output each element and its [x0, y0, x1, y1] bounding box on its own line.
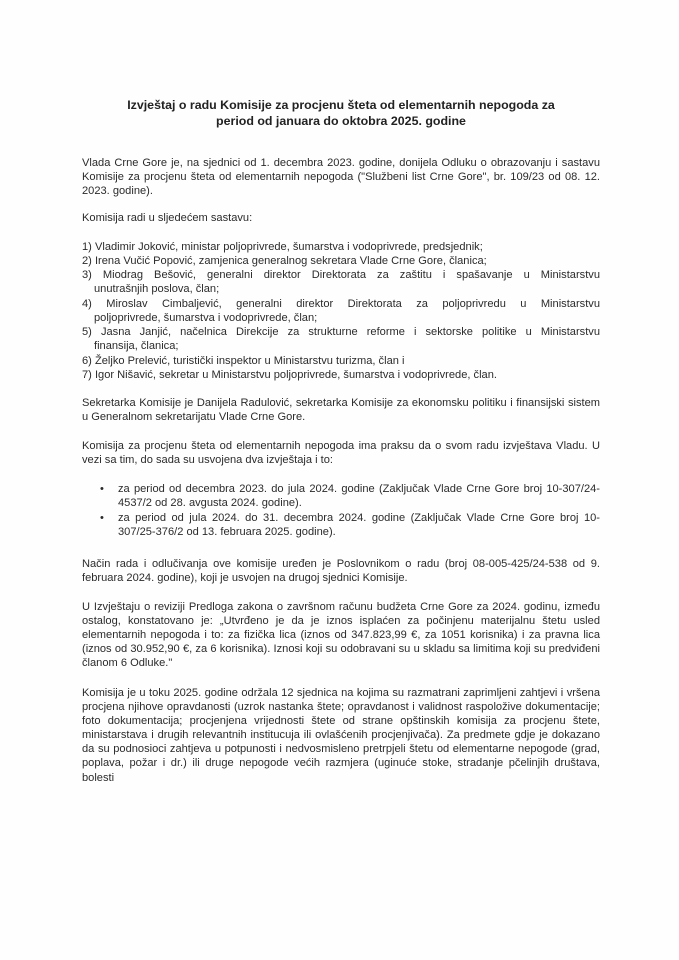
member-number: 1) — [82, 241, 92, 253]
secretary-paragraph: Sekretarka Komisije je Danijela Radulović, sekretarka Komisije za ekonomsku politiku i finansijski sistem u Generalnom sekretarijatu Vlade Crne Gore. — [82, 397, 600, 424]
member-item — [82, 325, 600, 353]
member-item — [82, 240, 600, 254]
member-text-continued: poljoprivrede, šumarstva i vodoprivrede, član; — [94, 312, 318, 325]
member-text-continued: unutrašnjih poslova, član; — [94, 283, 220, 296]
rules-paragraph: Način rada i odlučivanja ove komisije uređen je Poslovnikom o radu (broj 08-005-425/24-538 od 9. februara 2024. godine), koji je usvojen na drugoj sjednici Komisije. — [82, 558, 600, 585]
report-text: za period od decembra 2023. do jula 2024. godine (Zaključak Vlade Crne Gore broj 10-307/24-4537/2 od 28. avgusta 2024. godine). — [118, 483, 600, 510]
member-item — [82, 268, 600, 296]
sessions-paragraph: Komisija je u toku 2025. godine održala 12 sjednica na kojima su razmatrani zaprimljeni zahtjevi i vršena procjena njihove opravdanosti (uzrok nastanka štete; opravdanost i validnost raspoložive dokumentacije; foto dokumentacija; procjenjena vrijednosti štete od strane opštinskih komisija za procjenu štete, ministarstava i drugih relevantnih institucuja ili ovlašćenih procjenjivača). Za predmete gdje je dokazano da su podnosioci zahtjeva u potpunosti i nedvosmisleno pretrpjeli štetu od elementarne nepogode (grad, poplava, požar i dr.) ili druge nepogode većih razmjera (uginuće stoke, stradanje pčelinjih društava, bolesti — [82, 687, 600, 784]
member-item — [82, 354, 600, 368]
member-number: 3) — [82, 269, 92, 281]
member-text: Vladimir Joković, ministar poljoprivrede, šumarstva i vodoprivrede, predsjednik; — [94, 241, 483, 253]
member-text: Irena Vučić Popović, zamjenica generalnog sekretara Vlade Crne Gore, članica; — [94, 255, 487, 267]
member-text: Jasna Janjić, načelnica Direkcije za strukturne reforme i sektorske politike u Ministarstvu — [100, 326, 600, 338]
member-text: Miroslav Cimbaljević, generalni direktor Direktorata za poljoprivredu u Ministarstvu — [106, 298, 600, 310]
member-number: 2) — [82, 255, 92, 267]
member-number: 4) — [82, 298, 92, 310]
practice-paragraph: Komisija za procjenu šteta od elementarnih nepogoda ima praksu da o svom radu izvještava Vladu. U vezi sa tim, do sada su usvojena dva izvještaja i to: — [82, 440, 600, 467]
report-text: za period od jula 2024. do 31. decembra 2024. godine (Zaključak Vlade Crne Gore broj 10-307/25-376/2 od 13. februara 2025. godine). — [118, 512, 600, 539]
title-line-2: period od januara do oktobra 2025. godine — [216, 114, 466, 128]
audit-paragraph: U Izvještaju o reviziji Predloga zakona o završnom računu budžeta Crne Gore za 2024. godinu, između ostalog, konstatovano je: „Utvrđeno je da je iznos isplaćen za počinjenu materijalnu štetu usled elementarnih nepogoda i to: za fizička lica (iznos od 347.823,99 €, za 1051 korisnika) i za pravna lica (iznos od 30.952,90 €, za 6 korisnika). Iznosi koji su odobravani su u skladu sa limitima koji su predviđeni članom 6 Odluke." — [82, 601, 600, 670]
member-item — [82, 254, 600, 268]
member-number: 7) — [82, 369, 92, 381]
member-item — [82, 297, 600, 325]
member-item — [82, 368, 600, 382]
intro-paragraph: Vlada Crne Gore je, na sjednici od 1. decembra 2023. godine, donijela Odluku o obrazovanju i sastavu Komisije za procjenu šteta od elementarnih nepogoda ("Službeni list Crne Gore", br. 109/23 od 08. 12. 2023. godine). — [82, 157, 600, 198]
report-item — [100, 482, 600, 510]
member-text: Igor Nišavić, sekretar u Ministarstvu poljoprivrede, šumarstva i vodoprivrede, član. — [94, 369, 497, 381]
bullet-icon: • — [100, 512, 104, 524]
composition-heading: Komisija radi u sljedećem sastavu: — [82, 212, 253, 224]
member-number: 6) — [82, 355, 92, 367]
report-item — [100, 511, 600, 539]
title-line-1: Izvještaj o radu Komisije za procjenu šteta od elementarnih nepogoda za — [127, 98, 555, 112]
member-text: Željko Prelević, turistički inspektor u Ministarstvu turizma, član i — [94, 355, 405, 367]
bullet-icon: • — [100, 483, 104, 495]
member-text: Miodrag Bešović, generalni direktor Direktorata za zaštitu i spašavanje u Ministarstvu — [102, 269, 600, 281]
member-number: 5) — [82, 326, 92, 338]
member-text-continued: finansija, članica; — [94, 340, 179, 353]
document-title — [82, 97, 600, 129]
